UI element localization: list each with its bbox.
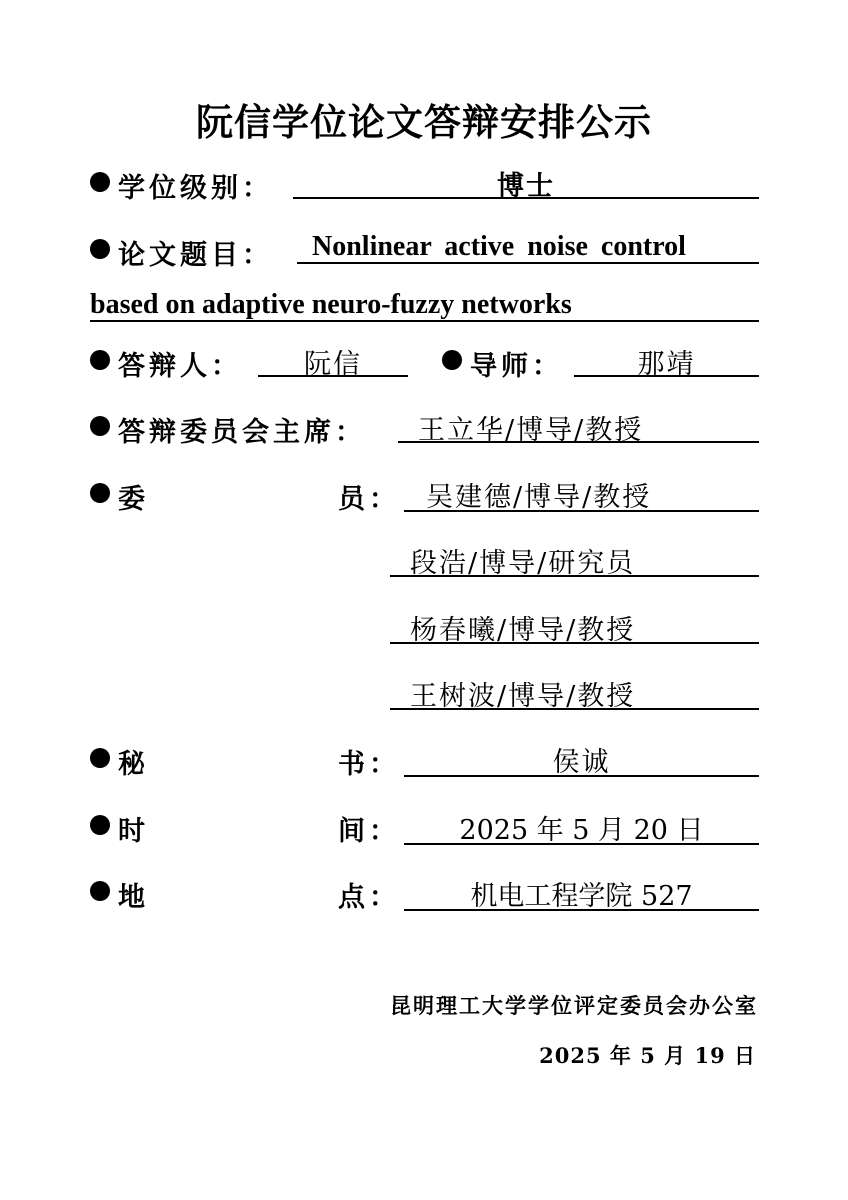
bullet-icon bbox=[90, 815, 110, 835]
bullet-icon bbox=[90, 748, 110, 768]
place-value: 机电工程学院 527 bbox=[470, 881, 693, 912]
members-label-left: 委 bbox=[118, 484, 149, 515]
bullet-icon bbox=[90, 416, 110, 436]
time-label-left: 时 bbox=[118, 816, 149, 847]
defender-value: 阮信 bbox=[304, 349, 362, 380]
page-title: 阮信学位论文答辩安排公示 bbox=[196, 101, 652, 144]
defender-label: 答辩人： bbox=[118, 351, 242, 382]
place-label-left: 地 bbox=[118, 882, 149, 913]
bullet-icon bbox=[90, 350, 110, 370]
advisor-label: 导师： bbox=[470, 351, 563, 382]
thesis-title-line-1: Nonlinear active noise control bbox=[312, 231, 686, 262]
chair-label: 答辩委员会主席： bbox=[118, 417, 366, 448]
member-2: 段浩/博导/研究员 bbox=[410, 548, 636, 579]
issue-date: 2025 年 5 月 19 日 bbox=[539, 1043, 756, 1068]
advisor-value: 那靖 bbox=[637, 349, 696, 380]
secretary-label-left: 秘 bbox=[118, 749, 149, 780]
place-label-right: 点： bbox=[338, 882, 400, 913]
issuing-office: 昆明理工大学学位评定委员会办公室 bbox=[390, 993, 758, 1018]
time-label-right: 间： bbox=[338, 816, 400, 847]
members-label-right: 员： bbox=[338, 484, 400, 515]
bullet-icon bbox=[90, 881, 110, 901]
member-1: 吴建德/博导/教授 bbox=[426, 482, 652, 513]
degree-label: 学位级别： bbox=[118, 173, 273, 204]
chair-value: 王立华/博导/教授 bbox=[418, 415, 644, 446]
bullet-icon bbox=[442, 350, 462, 370]
bullet-icon bbox=[90, 172, 110, 192]
time-value: 2025 年 5 月 20 日 bbox=[459, 815, 704, 846]
degree-value: 博士 bbox=[497, 171, 555, 202]
secretary-value: 侯诚 bbox=[552, 747, 611, 778]
secretary-label-right: 书： bbox=[338, 749, 400, 780]
bullet-icon bbox=[90, 483, 110, 503]
member-3: 杨春曦/博导/教授 bbox=[410, 615, 636, 646]
member-4: 王树波/博导/教授 bbox=[410, 681, 636, 712]
thesis-label: 论文题目： bbox=[118, 240, 273, 271]
bullet-icon bbox=[90, 239, 110, 259]
thesis-title-line-2: based on adaptive neuro-fuzzy networks bbox=[90, 289, 572, 320]
